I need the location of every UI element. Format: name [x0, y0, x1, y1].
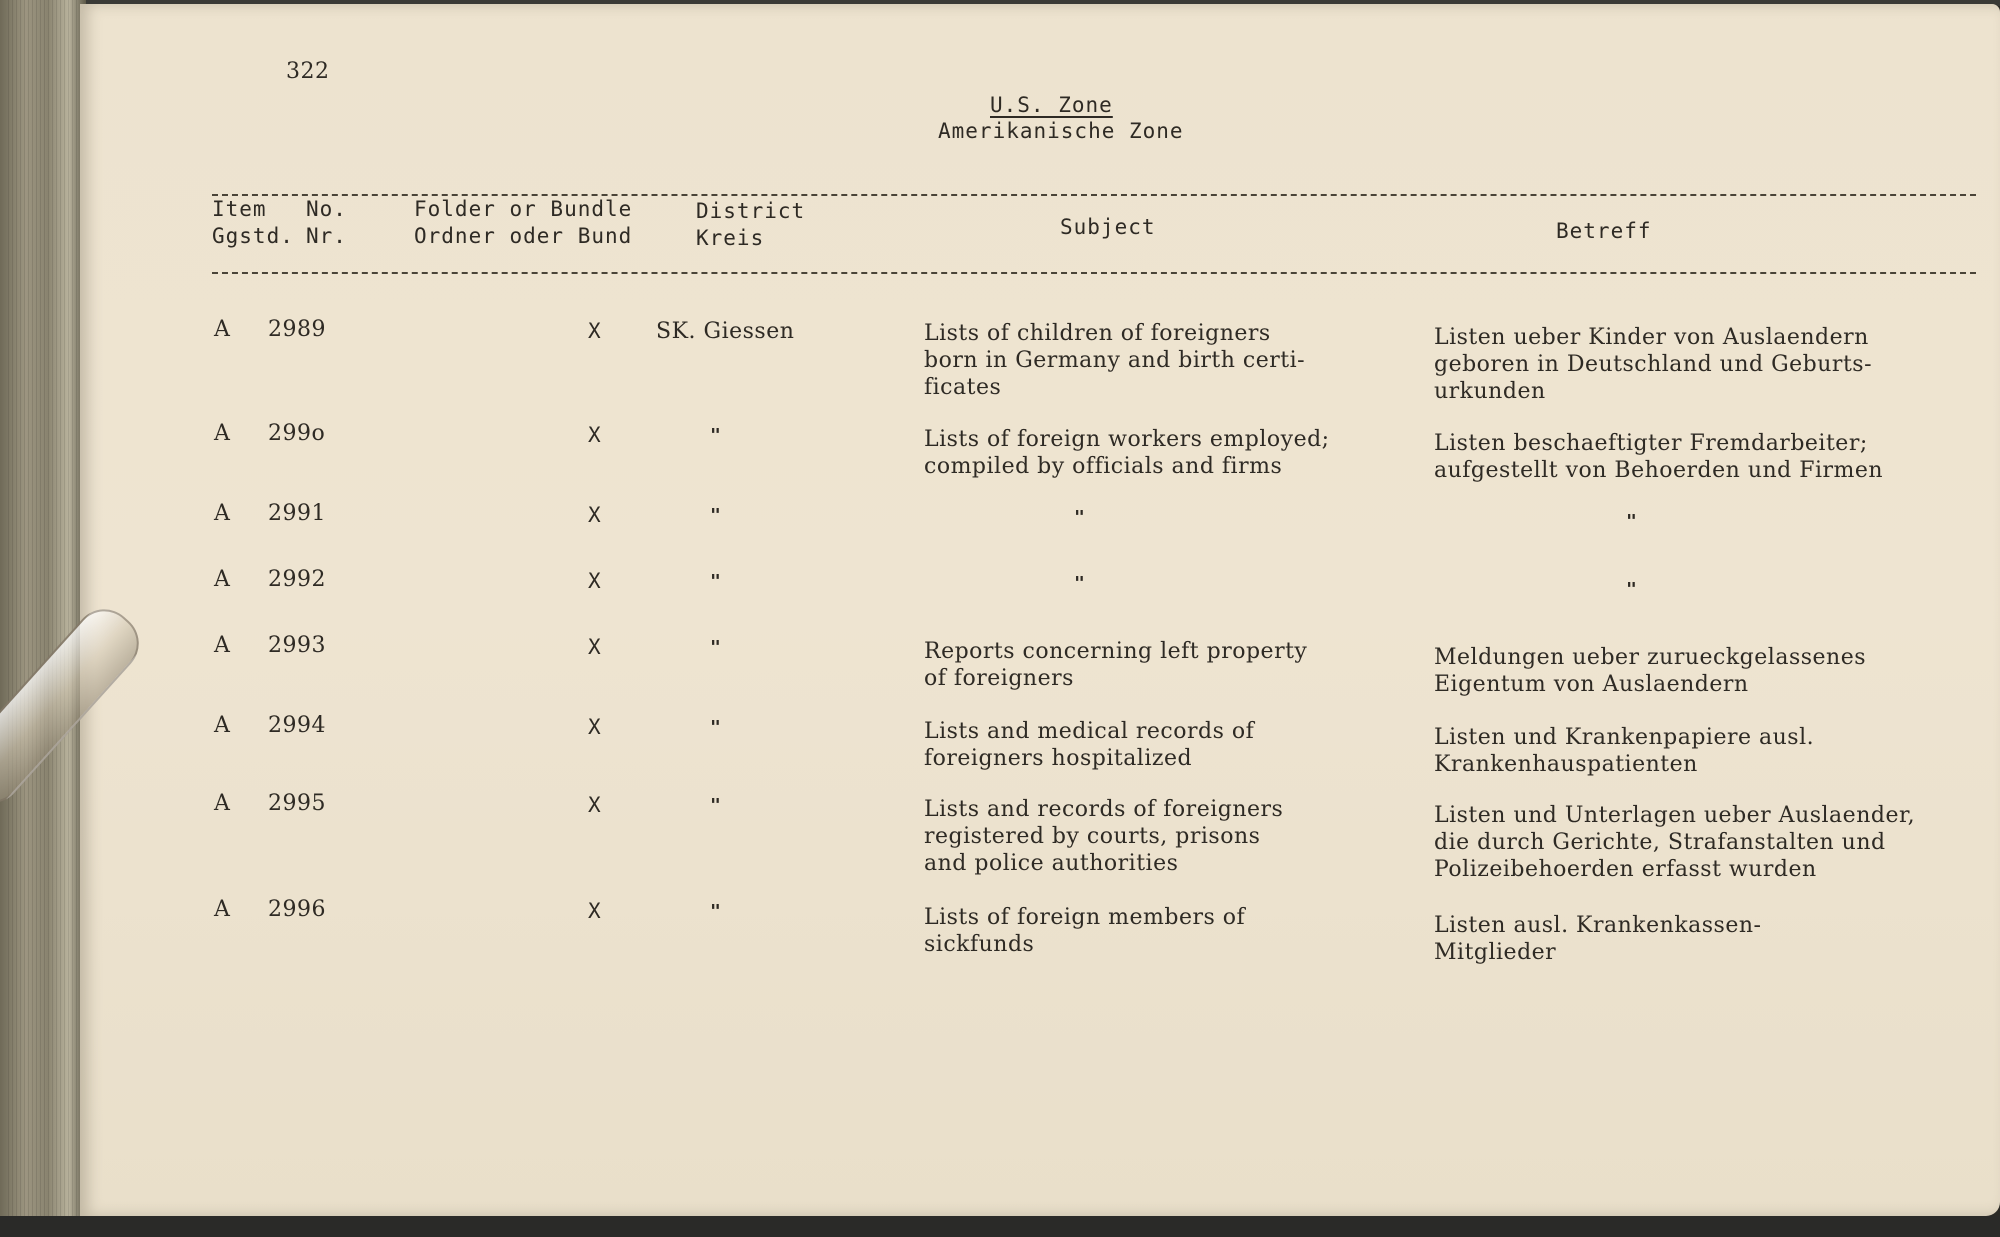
row-betreff-ditto: " — [1626, 579, 1638, 600]
row-number: 2991 — [268, 501, 326, 526]
row-item: A — [214, 501, 231, 526]
col-header-district-de: Kreis — [696, 226, 765, 250]
row-subject-ditto: " — [1074, 573, 1086, 594]
row-folder: X — [588, 319, 602, 343]
row-item: A — [214, 567, 231, 592]
row-folder: X — [588, 899, 602, 923]
row-item: A — [214, 633, 231, 658]
row-betreff: Listen ausl. Krankenkassen- Mitglieder — [1434, 913, 1762, 965]
col-header-no-de: Nr. — [306, 224, 347, 248]
row-number: 2989 — [268, 317, 326, 342]
col-header-subject: Subject — [1060, 215, 1156, 239]
row-betreff: Listen ueber Kinder von Auslaendern geboren in Deutschland und Geburts- urkunden — [1434, 325, 1873, 404]
row-folder: X — [588, 503, 602, 527]
row-item: A — [214, 713, 231, 738]
row-number: 2993 — [268, 633, 326, 658]
row-district-ditto: " — [710, 795, 722, 816]
page-subtitle: Amerikanische Zone — [938, 119, 1184, 143]
row-folder: X — [588, 423, 602, 447]
row-district: SK. Giessen — [656, 319, 795, 344]
header-rule-bottom — [212, 272, 1976, 274]
row-district-ditto: " — [710, 571, 722, 592]
row-betreff-ditto: " — [1626, 511, 1638, 532]
row-subject: Reports concerning left property of foreigners — [924, 639, 1308, 691]
col-header-district: District — [696, 199, 806, 223]
scan-bottom-edge — [0, 1216, 2000, 1237]
col-header-item-de: Ggstd. — [212, 224, 294, 248]
row-district-ditto: " — [710, 425, 722, 446]
row-number: 299o — [268, 421, 326, 446]
row-folder: X — [588, 569, 602, 593]
row-number: 2995 — [268, 791, 326, 816]
row-item: A — [214, 791, 231, 816]
col-header-folder: Folder or Bundle — [414, 197, 633, 221]
col-header-betreff: Betreff — [1556, 219, 1652, 243]
row-subject: Lists and medical records of foreigners hospitalized — [924, 719, 1255, 771]
page-number: 322 — [286, 59, 330, 84]
row-betreff: Listen und Unterlagen ueber Auslaender, die durch Gerichte, Strafanstalten und Polizeibehoerden erfasst wurden — [1434, 803, 1916, 882]
row-item: A — [214, 421, 231, 446]
row-number: 2996 — [268, 897, 326, 922]
row-subject: Lists of foreign workers employed; compiled by officials and firms — [924, 427, 1330, 479]
row-betreff: Listen und Krankenpapiere ausl. Krankenhauspatienten — [1434, 725, 1815, 777]
page-title: U.S. Zone — [990, 93, 1113, 117]
row-item: A — [214, 317, 231, 342]
row-district-ditto: " — [710, 717, 722, 738]
row-district-ditto: " — [710, 901, 722, 922]
row-number: 2994 — [268, 713, 326, 738]
row-district-ditto: " — [710, 505, 722, 526]
col-header-folder-de: Ordner oder Bund — [414, 224, 633, 248]
row-betreff: Meldungen ueber zurueckgelassenes Eigentum von Auslaendern — [1434, 645, 1867, 697]
row-betreff: Listen beschaeftigter Fremdarbeiter; aufgestellt von Behoerden und Firmen — [1434, 431, 1884, 483]
row-item: A — [214, 897, 231, 922]
row-subject: Lists and records of foreigners registered by courts, prisons and police authorities — [924, 797, 1284, 876]
row-subject: Lists of children of foreigners born in Germany and birth certi- ficates — [924, 321, 1306, 400]
row-number: 2992 — [268, 567, 326, 592]
col-header-no: No. — [306, 197, 347, 221]
ledger-page — [80, 4, 2000, 1216]
col-header-item: Item — [212, 197, 267, 221]
row-subject-ditto: " — [1074, 507, 1086, 528]
row-folder: X — [588, 635, 602, 659]
row-district-ditto: " — [710, 637, 722, 658]
row-folder: X — [588, 715, 602, 739]
row-subject: Lists of foreign members of sickfunds — [924, 905, 1246, 957]
book-spine — [0, 0, 86, 1237]
row-folder: X — [588, 793, 602, 817]
